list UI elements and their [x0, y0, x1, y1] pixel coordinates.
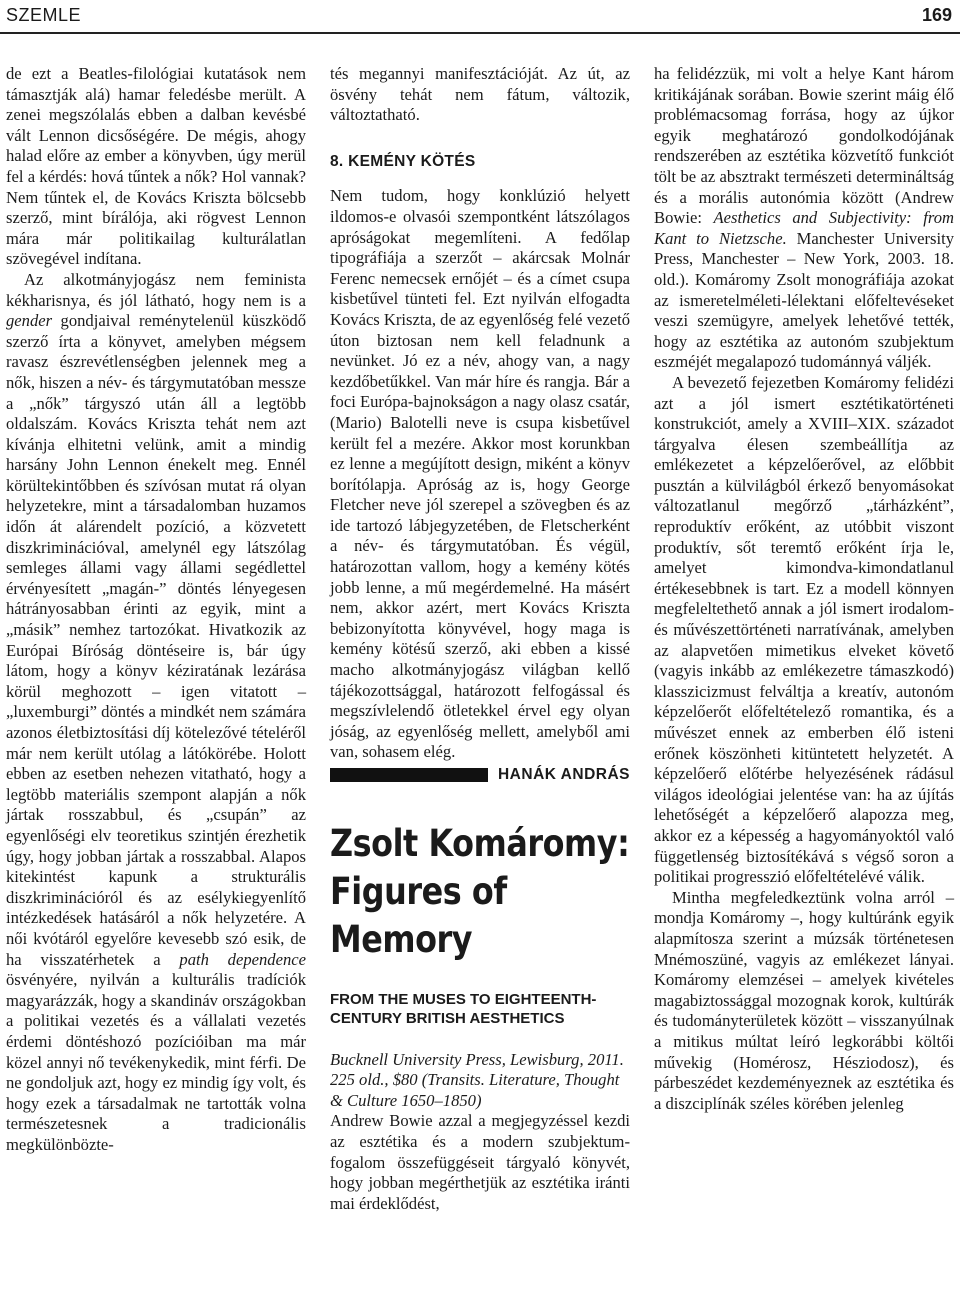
paragraph: ha felidézzük, mi volt a helye Kant három kritikájának sorában. Bowie szerint máig élő problémacsomag forrása, hogy az újkor egyik meghatározó gondolkodójának rendszerében az esztétika közvetítő funkciót tölt be az absztrakt természeti determináltság és a morális autonómia között (Andrew Bowie: Aesthetics and Subjectivity: from Kant to Nietzsche. Manchester University Press, Manchester – New York, 2003. 18. old.). Komáromy Zsolt monográfiája azokat az ismeretelméleti-lélektani előfeltevéseket veszi szemügyre, amelyek lehetővé tették, hogy az esztétika az autonóm szubjektum eszméjét megalapozó tudománnyá váljék. [654, 64, 954, 372]
book-details: Bucknell University Press, Lewisburg, 2011. 225 old., $80 (Transits. Literature, Thought & Culture 1650–1850) [330, 1049, 624, 1110]
paragraph: Nem tudom, hogy konklúzió helyett ildomos-e olvasói szempontként látszólagos apróságokat megemlíteni. A fedőlap tipográfiája a szerzőt – akárcsak Molnár Ferenc nemecsek ernőjét – és a címet csupa kisbetűvel tünteti fel. Ezt nyilván elfogadta Kovács Kriszta, de az egyenlőség felé vezető úton biztosan nem kell feladnunk a nevünket. Jó ez a név, ahogy van, a nagy kezdőbetűkkel. Van már híre és rangja. Bár a foci Európa-bajnokságon a nagy olasz csatár, (Mario) Balotelli neve is csupa kisbetűvel került fel a mezére. Akkor most korunkban ez lenne a megújított design, miként a könyv borítólapja. Apróság az is, hogy George Fletcher neve jól szerepel a szövegben és az ide tartozó lábjegyzetében, de Fletscherként a név- és tárgymutatóban. És végül, határozottan vallom, hogy a kemény kötés jobb lenne, a mű megérdemelné. Ha másért nem, akkor azért, mert Kovács Kriszta bebizonyította könyvével, hogy maga is kemény kötésű szerző, aki ebben a kissé macho alkotmányjogász világban kellő tájékozottsággal, határozott felfogással és megszívlelendő ötletekkel érvel egy olyan jóság, az egyenlőség mellett, amelyből ami van, sohasem elég. [330, 186, 630, 762]
paragraph: A bevezető fejezetben Komáromy felidézi azt a jól ismert esztétikatörténeti konstrukciót, amely a XVIII–XIX. századot tárgyalva élesen szembeállítja az emlékezetet a képzelőerővel, az előbbit pusztán a külvilágból érkező benyomásokat változatlanul megőrző „tárházként”, reproduktív erőként, az utóbbit viszont produktív, sőt teremtő erőként írja le, amelyet kimondva-kimondatlanul értékesebbnek is tart. Ez a modell könnyen megfeleltethető annak a jól ismert irodalom- és művészettörténeti narratívának, amelyben az alapvetően mimetikus elveket követő (vagyis inkább az emlékezetre támaszkodó) klasszicizmust felváltja a kreatív, autonóm képzelőerőt előfeltételező romantika, és a művészet ennek az emberben élő isteni erőnek köszönheti kitüntetett helyzetét. A képzelőerő előtérbe helyezésének rádásul világos ideológiai jelentése van: ha az újítás lehetőségét a képzelőerő alapozza meg, akkor ez a képesség a hagyományoktól való függetlenség biztosítékává s végső soron a politikai progresszió előfeltételévé válik. [654, 372, 954, 887]
section-heading: 8. KEMÉNY KÖTÉS [330, 152, 476, 170]
page-header [0, 0, 960, 34]
page-number: 169 [921, 5, 952, 25]
text-column-2 [330, 64, 630, 1214]
paragraph: tés megannyi manifesztációját. Az út, az ösvény tehát nem fátum, változik, változtatható. [330, 64, 630, 125]
emphasis-gender: gender [6, 311, 53, 331]
review-author: HANÁK ANDRÁS [497, 766, 630, 783]
text-column-3 [654, 64, 954, 1114]
book-title: Zsolt Komáromy: Figures of Memory [330, 821, 630, 961]
paragraph: Andrew Bowie azzal a megjegyzéssel kezdi az esztétika és a modern szubjektum-fogalom összefüggéseit tárgyaló könyvét, hogy jobban megérthetjük az esztétika iránti mai érdeklődést, [330, 1111, 630, 1213]
text-column-1 [6, 64, 306, 1155]
byline-row [330, 765, 630, 786]
emphasis-path-dependence: path dependence [179, 949, 306, 969]
paragraph: Mintha megfeledkeztünk volna arról – mondja Komáromy –, hogy kultúránk egyik alapmítosza szerint a múzsák történetesen Mnémoszüné, vagyis az emlékezet lányai. Komáromy elemzései – amelyek kivételes magabiztossággal mozognak korok, kultúrák és tudományterületek között – visszanyúlnak a mitikus múltat leíró legkorábbi költői művekig (Homérosz, Hésziodosz), és párbeszédet kezdeményeznek az esztétika és a diszciplínák széles körében jelenleg [654, 887, 954, 1113]
emphasis-book-title: Aesthetics and Subjectivity: from Kant to Nietzsche. [654, 208, 954, 248]
running-head: SZEMLE [6, 5, 82, 25]
paragraph: de ezt a Beatles-filológiai kutatások nem támasztják alá) hamar feledésbe merült. A zenei megszólalás ebben a dalban kevésbé vált Lennon dicsőségére. De mégis, ahogy halad előre az ember a könyvben, úgy merül fel a kérdés: hová tűntek a nők? Hol vannak? Nem tűntek el, de Kovács Kriszta bölcsebb szerző, mint bírálója, aki rögvest Lennon mára már politikailag kulturálatlan szövegével indítana. [6, 64, 306, 269]
byline-bar [330, 768, 488, 782]
paragraph: Az alkotmányjogász nem feminista kékharisnya, és jól látható, hogy nem is a gender gondjaival reménytelenül küszködő szerző írta a könyvet, amelyben mégsem ravasz észrevétlenségben jelennek meg a nők, hiszen a név- és tárgymutatóban messze a „nők” tárgyszó után áll a legtöbb oldalszám. Kovács Kriszta tehát nem azt kívánja elhitetni velünk, amit a mindig harsány John Lennon énekelt meg. Ennél körültekintőbben és szívósan mutat rá olyan helyzetekre, mint a társadalomban huzamos időn át alárendelt pozíció, a közvetett diszkriminációval, amelynél egy látszólag semleges állami vagy állami segédlettel érvényesített „magán-” döntés lényegesen hátrányosabban érinti az egyik, mint a „másik” nemhez tartozókat. Hivatkozik az Európai Bíróság döntéseire is, bár úgy látom, hogy a könyv kéziratának lezárása körül meghozott – igen vitatott – „luxemburgi” döntés a mindkét nem számára azonos életbiztosítási díj kötelezővé tételéről már nem került utólag a látókörébe. Holott ebben az esetben nehezen vitatható, hogy a legtöbb materiális szempont alapján a nők jártak rosszabbul, és „csupán” az egyenlőségi elv teoretikus szintjén érezhetik úgy, hogy jobban jártak a rosszabbal. Alapos kitekintést kapunk a strukturális diszkriminációról és az esélykiegyenlítő intézkedések hatásáról a nők helyzetére. A női kvótáról egyelőre kevesebb szó esik, de ha visszatérhetek a path dependence ösvényére, nyilván a kulturális tradíciók magyarázzák, hogy a skandináv országokban a politikai vezetés és a vállalati vezetés érdemi döntéshozó pozícióiban ma már közel annyi nő tevékenykedik, mint férfi. De ne gondoljuk azt, hogy ez mindig így volt, és hogy ezek a társadalmak ne tartották volna természetesnek a tradicionális megkülönbözte- [6, 269, 306, 1154]
book-subtitle: FROM THE MUSES TO EIGHTEENTH-CENTURY BRITISH AESTHETICS [330, 990, 597, 1027]
